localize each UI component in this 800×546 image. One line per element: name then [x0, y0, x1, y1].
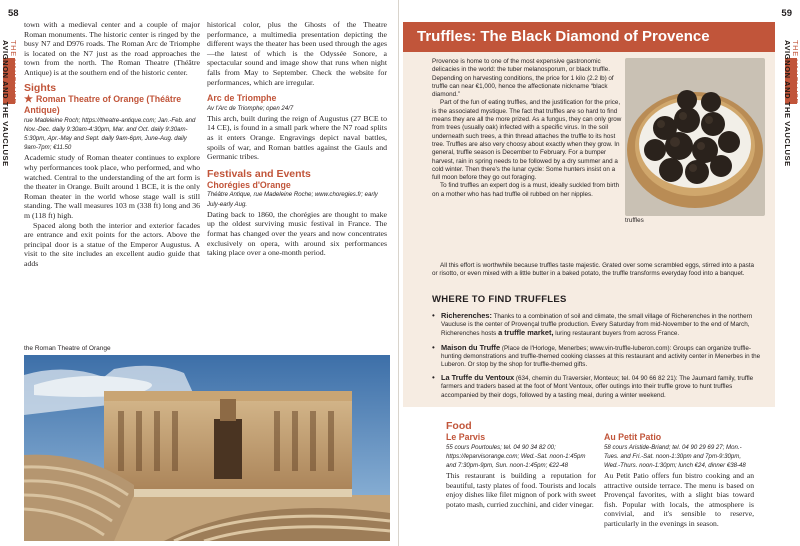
truffle-photo-illustration: [625, 58, 765, 216]
where-list: [432, 312, 762, 405]
place-description: (634, chemin du Traversier, Monteux; tel. 04 90 66 82 21): The Jaumard family, truffle farmers and traders based at the foot of Mont Ventoux, offer outings into their truffle grove to hunt truffles accompanied by their dogs, followed by a tasting meal, during a winter weekend.: [441, 375, 754, 399]
truffle-paragraph-2: Part of the fun of eating truffles, and the justification for the price, is the associated mystique. The fact that truffles are so hard to find means they are all the more prized. As a fungus, they can only grow from trees (usually oak) infected with a specific virus. In the soil underneath such trees, a thin thread attaches the truffle to its host tree. Truffles are also very choosy about exactly when they grow. In general, truffle season is December to February. For a bumper harvest, rain in spring needs to be followed by a dry summer and a cold winter. Then there's the lunar cycle: Some hunters insist on a full moon before they go out foraging.: [432, 99, 622, 182]
left-column-2: [207, 20, 387, 258]
theatre-title-text: Roman Theatre of Orange (Théâtre Antique): [24, 93, 182, 116]
theatre-listing: rue Madeleine Roch; https://theatre-antique.com; Jan.-Feb. and Nov.-Dec. daily 9:30am-4:30pm, Mar. and Oct. daily 9:30am-5:30pm, Apr.-May and Sept. daily 9am-6pm, June-Aug. daily 9am-7pm; €11.50: [24, 116, 196, 152]
theatre-photo: [24, 355, 390, 541]
food-column-1: [446, 420, 596, 509]
place-description: (Place de l'Horloge, Menerbes; www.vin-truffle-luberon.com): Groups can organize truffle-hunting demonstrations and truffle-themed cooking classes at this restaurant and activity center in Menerbes in the Luberon. Or stop by the shop for truffle-themed gifts.: [441, 344, 761, 369]
place-description: Thanks to a combination of soil and climate, the small village of Richerenches in the northern Vaucluse is the center of Provençal truffle production. Every Saturday from mid-November to the end of March, Richerenches hosts: [441, 313, 753, 338]
patio-title: Au Petit Patio: [604, 432, 662, 442]
food-heading: Food: [446, 420, 472, 432]
side-tab-left: [0, 0, 18, 546]
patio-paragraph: Au Petit Patio offers fun bistro cooking and an attractive outside terrace. The menu is based on Provençal favorites, with a slight bias toward fish. Popular with locals, the atmosphere is convivial, and it's sensible to reserve, particularly in the evenings in season.: [604, 471, 754, 528]
theatre-title: [24, 94, 200, 116]
truffle-photo-caption: truffles: [625, 217, 644, 224]
intro-paragraph: town with a medieval center and a couple of major Roman monuments. The historic center is ringed by the busy N7 and D976 roads. The Roman Arc de Triomphe is located on the N7 just as the road approaches the town from the north. The Roman Theatre (Théâtre Antique) is at the southern end of the historic center.: [24, 20, 200, 77]
side-tab-section-right: AVIGNON AND THE VAUCLUSE: [783, 40, 792, 167]
where-heading: WHERE TO FIND TRUFFLES: [432, 294, 567, 305]
truffle-sidebar: [403, 22, 775, 407]
page-number-left: 58: [8, 8, 19, 19]
truffle-title: Truffles: The Black Diamond of Provence: [417, 28, 710, 45]
theatre-paragraph-3: historical color, plus the Ghosts of the Theatre performance, a multimedia presentation depicting the different ways the theater has been used through the ages—the latest of which is the Odyssée Sonore, a spectacular sound and image show that runs when night falls from May to September. Check the website for performances, which are irregular.: [207, 20, 387, 87]
truffle-photo: [625, 58, 765, 216]
parvis-listing: 55 cours Pourtoules; tel. 04 90 34 82 00; https://leparvisorange.com; Wed.-Sat. noon-1:45pm and 7:30pm-9pm, Sun. noon-1:45pm; €22-48: [446, 443, 586, 469]
side-tab-right: [782, 0, 800, 546]
place-name: La Truffe du Ventoux: [441, 373, 515, 383]
truffle-header: [403, 22, 775, 52]
arc-title: Arc de Triomphe: [207, 93, 277, 104]
choregies-title: Chorégies d'Orange: [207, 179, 291, 190]
side-tab-region-right: THE VAUCLUSE: [791, 40, 800, 105]
side-tab-region-wrap-left: [9, 40, 17, 104]
side-tab-region-wrap-right: [791, 40, 799, 104]
star-icon: ★: [24, 93, 33, 105]
left-column-1: [24, 20, 200, 269]
side-tab-text-right: [783, 40, 791, 167]
choregies-listing: Théâtre Antique, rue Madeleine Roche; www.choregies.fr; early July-early Aug.: [207, 191, 378, 208]
place-name: Richerenches:: [441, 311, 492, 320]
truffle-text: [432, 58, 624, 199]
arc-listing: Av l'Arc de Triomphe; open 24/7: [207, 104, 294, 112]
parvis-title: Le Parvis: [446, 432, 486, 442]
sights-heading: Sights: [24, 81, 57, 94]
theatre-paragraph-1: Academic study of Roman theater continues to explore why performances took place, who performed, and who watched. Central to the understanding of the art form is the theater in Orange. Built around 1 BCE, it is the only Roman theater in the world whose stage wall is still standing. The wall measures 103 m (338 ft) long and 36 m (118 ft) high.: [24, 153, 200, 220]
truffle-paragraph-4: All this effort is worthwhile because truffles taste majestic. Grated over some scrambled eggs, stirred into a pasta or risotto, or even mixed with a little butter in a baked potato, the truffle transforms everyday food into a banquet.: [432, 262, 755, 278]
place-description-end: luring restaurant buyers from across France.: [553, 330, 680, 338]
arc-paragraph: This arch, built during the reign of Augustus (27 BCE to 14 CE), is found in a small park where the N7 road splits as it enters Orange. Engravings depict naval battles, spoils of war, and Roman battles against the Gauls and Germanic tribes.: [207, 113, 387, 162]
truffle-paragraph-3: To find truffles an expert dog is a must, ideally suckled from birth on a mother who has had truffle oil rubbed on her nipples.: [432, 182, 620, 198]
place-name: Maison du Truffe: [441, 342, 501, 352]
festivals-heading: Festivals and Events: [207, 167, 311, 180]
page-number-right: 59: [781, 8, 792, 19]
theatre-photo-illustration: [24, 355, 390, 541]
theatre-photo-caption: the Roman Theatre of Orange: [24, 345, 111, 352]
parvis-paragraph: This restaurant is building a reputation for beautiful, tasty plates of food. Tourists and locals enjoy dishes like filet mignon of pork with sweet potato mash, curried zucchini, and cider vinegar.: [446, 471, 596, 509]
place-highlight: a truffle market,: [498, 328, 554, 338]
choregies-paragraph: Dating back to 1860, the chorégies are thought to make up the oldest surviving music festival in France. The format has changed over the years and now concentrates exclusively on opera, with around six performances taking place over a one-month period.: [207, 209, 387, 258]
theatre-paragraph-2: Spaced along both the interior and exterior facades are entrance and exit points for the actors. Above the principal door is a statue of the Emperor Augustus. A visit to the site includes an excellent audio guide that adds: [24, 220, 200, 268]
truffle-paragraph-1: Provence is home to one of the most expensive gastronomic delicacies in the world: the tuber melanosporum, or black truffle. Depending on harvesting conditions, the price for 1 kilo (2.2 lb) of truffle can near €1,000, hence the affectionate nickname “black diamond.”: [432, 58, 614, 99]
list-item: [432, 374, 762, 400]
side-tab-region-left: THE VAUCLUSE: [9, 40, 18, 105]
side-tab-text-left: [1, 40, 9, 167]
patio-listing: 58 cours Aristide-Briand; tel. 04 90 29 69 27; Mon.-Tues. and Fri.-Sat. noon-1:30pm and 7pm-9:30pm, Wed.-Thurs. noon-1:30pm; lunch €24, dinner €38-48: [604, 443, 746, 469]
side-tab-section-left: AVIGNON AND THE VAUCLUSE: [1, 40, 10, 167]
list-item: [432, 312, 762, 339]
food-column-2: [604, 420, 754, 528]
list-item: [432, 344, 762, 370]
left-page: [0, 0, 398, 546]
